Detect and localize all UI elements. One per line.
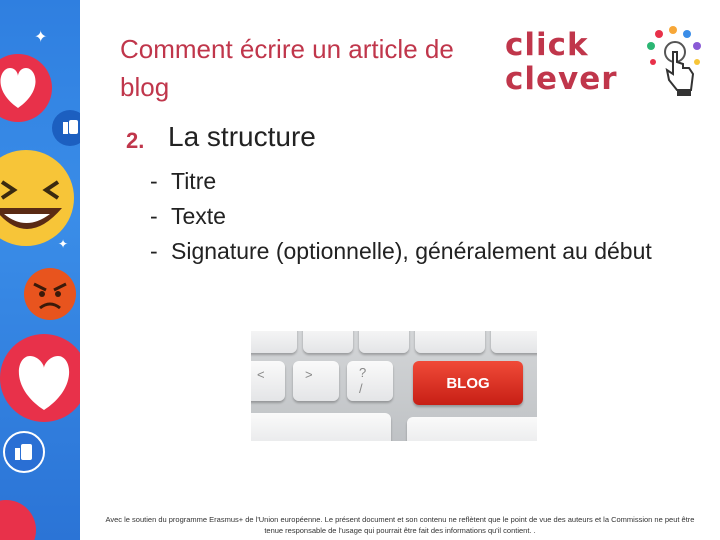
heart-icon (0, 334, 80, 422)
sparkle-icon: ✦ (34, 29, 48, 46)
touch-hand-icon (647, 26, 703, 98)
keyboard-key (251, 331, 297, 353)
keyboard-blog-key-image (251, 331, 537, 441)
thumbs-up-icon (4, 432, 44, 472)
sparkle-icon: ✦ (58, 237, 69, 251)
section-number: 2. (126, 128, 145, 153)
bullet-text: Titre (171, 168, 217, 194)
keyboard-key (251, 413, 391, 441)
heart-icon (0, 54, 52, 122)
list-item: - Texte (150, 199, 660, 234)
heart-icon (0, 500, 36, 540)
logo-wordmark (505, 28, 618, 96)
decorative-side-strip (0, 0, 80, 540)
bullet-list (150, 164, 660, 269)
keyboard-key: > (293, 361, 339, 401)
keyboard-key (491, 331, 537, 353)
logo-line-2: clever (505, 61, 618, 97)
keyboard-key (407, 417, 537, 441)
keyboard-key (359, 331, 409, 353)
laughing-emoji-icon (0, 150, 74, 246)
slide-title: Comment écrire un article de blog (120, 34, 454, 102)
section-heading: La structure (168, 121, 316, 152)
list-item: - Signature (optionnelle), généralement au début (150, 234, 660, 269)
bullet-text: Texte (171, 203, 226, 229)
logo-line-1: click (505, 27, 589, 63)
thumbs-up-icon (52, 110, 80, 146)
angry-emoji-icon (24, 268, 76, 320)
bullet-text: Signature (optionnelle), généralement au début (171, 238, 652, 264)
keyboard-key: < (251, 361, 285, 401)
click-clever-logo (505, 28, 705, 103)
footer-disclaimer: Avec le soutien du programme Erasmus+ de l'Union européenne. Le présent document et son contenu ne reflètent que le point de vue des auteurs et la Commission ne peut être tenue responsable de l'usage qui pourrait être fait des informations qu'il contient. . (105, 515, 695, 535)
keyboard-key: ? / (347, 361, 393, 401)
keyboard-key (303, 331, 353, 353)
reaction-icons-illustration (0, 0, 80, 540)
list-item: - Titre (150, 164, 660, 199)
blog-key: BLOG (413, 361, 523, 405)
keyboard-key (415, 331, 485, 353)
